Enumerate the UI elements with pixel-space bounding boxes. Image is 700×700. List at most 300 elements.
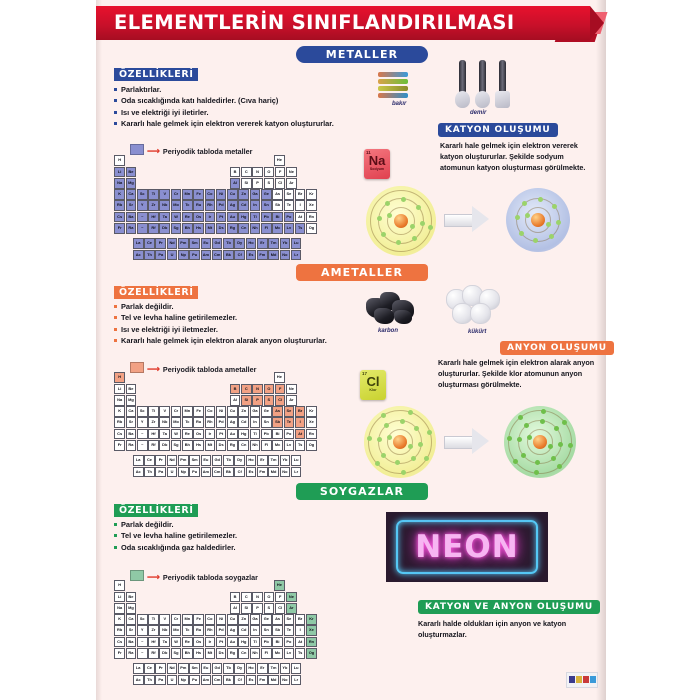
periodic-cell-Ir: Ir: [205, 429, 216, 440]
periodic-cell-Ni: Ni: [216, 614, 227, 625]
callout-title-katyon-anyon: KATYON VE ANYON OLUŞUMU: [418, 600, 600, 614]
periodic-cell-Pt: Pt: [216, 429, 227, 440]
legend-label: Periyodik tabloda soygazlar: [162, 573, 258, 582]
list-item: Parlak değildir.: [114, 519, 394, 530]
electron-icon: [562, 420, 567, 425]
periodic-cell-Fm: Fm: [257, 675, 268, 686]
table-row: [114, 155, 317, 166]
table-row: [114, 663, 317, 674]
periodic-cell-Ag: Ag: [227, 200, 238, 211]
section-pill-metaller: METALLER: [296, 46, 428, 63]
electron-icon: [424, 456, 429, 461]
periodic-cell-Md: Md: [268, 675, 279, 686]
periodic-cell-Sr: Sr: [126, 417, 137, 428]
periodic-cell-Mg: Mg: [126, 178, 137, 189]
periodic-cell-Cn: Cn: [238, 648, 249, 659]
periodic-cell-Re: Re: [182, 637, 193, 648]
periodic-cell-Se: Se: [284, 614, 295, 625]
periodic-cell-Cr: Cr: [171, 189, 182, 200]
periodic-cell-U: U: [167, 675, 178, 686]
periodic-cell-Pu: Pu: [189, 467, 200, 478]
periodic-cell-Fe: Fe: [193, 406, 204, 417]
periodic-cell-Ce: Ce: [144, 663, 155, 674]
periodic-cell-Ne: Ne: [286, 167, 297, 178]
periodic-cell-~: ~: [137, 637, 148, 648]
periodic-cell-Bk: Bk: [223, 675, 234, 686]
table-row: [114, 417, 317, 428]
periodic-cell-Fl: Fl: [261, 440, 272, 451]
periodic-cell-~: ~: [137, 223, 148, 234]
periodic-cell-No: No: [280, 250, 291, 261]
periodic-cell-Br: Br: [295, 614, 306, 625]
periodic-cell-Ba: Ba: [126, 637, 137, 648]
periodic-cell-Mn: Mn: [182, 189, 193, 200]
periodic-cell-Og: Og: [306, 648, 317, 659]
properties-list-soygazlar: [114, 519, 394, 553]
periodic-cell-He: He: [274, 372, 285, 383]
periodic-cell-Co: Co: [205, 189, 216, 200]
periodic-cell-Ba: Ba: [126, 212, 137, 223]
periodic-cell-Bh: Bh: [182, 648, 193, 659]
properties-heading-ametaller: ÖZELLİKLERİ: [114, 286, 198, 299]
periodic-cell-~: ~: [137, 440, 148, 451]
periodic-cell-Mo: Mo: [171, 417, 182, 428]
element-number: 11: [366, 150, 371, 155]
periodic-cell-Md: Md: [268, 250, 279, 261]
periodic-cell-Ne: Ne: [286, 592, 297, 603]
periodic-cell-Lv: Lv: [284, 223, 295, 234]
periodic-cell-Mt: Mt: [205, 440, 216, 451]
periodic-cell-Th: Th: [144, 250, 155, 261]
periodic-cell-Rb: Rb: [114, 200, 125, 211]
periodic-cell-Hf: Hf: [148, 429, 159, 440]
periodic-cell-Ce: Ce: [144, 455, 155, 466]
periodic-cell-Fr: Fr: [114, 440, 125, 451]
table-row: [114, 603, 317, 614]
periodic-cell-Hs: Hs: [193, 648, 204, 659]
periodic-cell-Rg: Rg: [227, 223, 238, 234]
periodic-cell-Ar: Ar: [286, 603, 297, 614]
periodic-cell-Co: Co: [205, 614, 216, 625]
periodic-cell-Sr: Sr: [126, 200, 137, 211]
table-row: [114, 674, 317, 685]
periodic-cell-Mt: Mt: [205, 648, 216, 659]
periodic-cell-Dy: Dy: [234, 238, 245, 249]
periodic-cell-Eu: Eu: [201, 455, 212, 466]
periodic-cell-Sc: Sc: [137, 406, 148, 417]
periodic-cell-F: F: [275, 592, 286, 603]
list-item: Kararlı hale gelmek için elektron vererek katyon oluştururlar.: [114, 118, 394, 129]
periodic-cell-Rh: Rh: [205, 417, 216, 428]
electron-icon: [527, 435, 532, 440]
periodic-cell-Ds: Ds: [216, 440, 227, 451]
periodic-cell-Al: Al: [230, 178, 241, 189]
periodic-cell-Lu: Lu: [291, 238, 302, 249]
periodic-cell-Nd: Nd: [167, 455, 178, 466]
periodic-cell-Gd: Gd: [212, 663, 223, 674]
periodic-cell-Tc: Tc: [182, 417, 193, 428]
periodic-cell-Xe: Xe: [306, 200, 317, 211]
periodic-cell-Be: Be: [126, 167, 137, 178]
periodic-cell-Tb: Tb: [223, 238, 234, 249]
photo-label-kukurt: kükürt: [468, 329, 487, 335]
periodic-cell-Al: Al: [230, 603, 241, 614]
periodic-cell-Ge: Ge: [261, 614, 272, 625]
periodic-cell-Bh: Bh: [182, 440, 193, 451]
callout-title-katyon: KATYON OLUŞUMU: [438, 123, 558, 137]
periodic-cell-K: K: [114, 614, 125, 625]
electron-icon: [519, 231, 524, 236]
periodic-cell-Ga: Ga: [250, 614, 261, 625]
periodic-cell-Ag: Ag: [227, 625, 238, 636]
periodic-cell-Cu: Cu: [227, 406, 238, 417]
periodic-cell-In: In: [250, 200, 261, 211]
periodic-cell-Rg: Rg: [227, 440, 238, 451]
periodic-cell-H: H: [114, 155, 125, 166]
periodic-cell-Ga: Ga: [250, 189, 261, 200]
periodic-cell-Db: Db: [159, 440, 170, 451]
element-box-sodium: [364, 149, 390, 179]
periodic-cell-Ce: Ce: [144, 238, 155, 249]
periodic-cell-Cs: Cs: [114, 637, 125, 648]
periodic-cell-Al: Al: [230, 395, 241, 406]
periodic-cell-Si: Si: [241, 178, 252, 189]
electron-icon: [533, 238, 538, 243]
publisher-logo: [566, 672, 598, 688]
callout-body-anyon: Kararlı hale gelmek için elektron alarak anyon oluştururlar. Şekilde klor atomunun anyon oluşturması görülmekte.: [438, 358, 595, 389]
periodic-cell-Bh: Bh: [182, 223, 193, 234]
periodic-cell-Db: Db: [159, 648, 170, 659]
electron-icon: [556, 220, 561, 225]
periodic-cell-N: N: [252, 167, 263, 178]
periodic-cell-Sn: Sn: [261, 417, 272, 428]
atom-diagram-chloride-anion: [504, 406, 576, 478]
periodic-cell-He: He: [274, 580, 285, 591]
periodic-cell-Gd: Gd: [212, 455, 223, 466]
table-row: [114, 189, 317, 200]
periodic-cell-Co: Co: [205, 406, 216, 417]
periodic-table-metaller: [114, 155, 317, 261]
periodic-cell-B: B: [230, 167, 241, 178]
periodic-cell-Y: Y: [137, 625, 148, 636]
properties-heading-soygazlar: ÖZELLİKLERİ: [114, 504, 198, 517]
periodic-cell-Mg: Mg: [126, 395, 137, 406]
periodic-cell-S: S: [264, 178, 275, 189]
periodic-cell-Cm: Cm: [212, 467, 223, 478]
list-item: Parlak değildir.: [114, 301, 394, 312]
periodic-cell-Nd: Nd: [167, 663, 178, 674]
table-row: [114, 648, 317, 659]
properties-list-ametaller: [114, 301, 394, 347]
table-row: [114, 428, 317, 439]
periodic-cell-I: I: [295, 200, 306, 211]
table-row: [114, 625, 317, 636]
periodic-cell-Np: Np: [178, 675, 189, 686]
periodic-cell-Ts: Ts: [295, 648, 306, 659]
periodic-cell-Hg: Hg: [238, 637, 249, 648]
periodic-cell-La: La: [133, 663, 144, 674]
periodic-cell-Mc: Mc: [272, 648, 283, 659]
periodic-cell-Lv: Lv: [284, 648, 295, 659]
periodic-cell-V: V: [159, 614, 170, 625]
periodic-cell-Tm: Tm: [268, 663, 279, 674]
periodic-cell-Ca: Ca: [126, 614, 137, 625]
list-item: Isı ve elektriği iyi iletmezler.: [114, 324, 394, 335]
table-row: [114, 249, 317, 260]
periodic-cell-Rg: Rg: [227, 648, 238, 659]
periodic-cell-Pr: Pr: [155, 663, 166, 674]
legend-label: Periyodik tabloda ametaller: [162, 365, 257, 374]
periodic-cell-Mg: Mg: [126, 603, 137, 614]
periodic-cell-Sc: Sc: [137, 614, 148, 625]
periodic-cell-Tm: Tm: [268, 455, 279, 466]
periodic-cell-S: S: [264, 395, 275, 406]
periodic-cell-Sg: Sg: [171, 440, 182, 451]
list-item: Oda sıcaklığında gaz haldedirler.: [114, 542, 394, 553]
callout-body-katyon-anyon: Kararlı halde oldukları için anyon ve katyon oluşturmazlar.: [418, 619, 567, 639]
periodic-cell-Sg: Sg: [171, 648, 182, 659]
nucleus-icon: [533, 435, 547, 449]
electron-icon: [507, 436, 512, 441]
transform-arrow-icon: [444, 206, 490, 232]
electron-icon: [557, 464, 562, 469]
electron-icon: [517, 437, 522, 442]
electron-icon: [427, 430, 432, 435]
periodic-cell-Og: Og: [306, 223, 317, 234]
table-row: [114, 166, 317, 177]
periodic-cell-Lr: Lr: [291, 250, 302, 261]
periodic-cell-Nb: Nb: [159, 200, 170, 211]
atom-diagram-sodium: [366, 186, 436, 256]
copper-cable-photo: [378, 72, 424, 98]
periodic-cell-Li: Li: [114, 592, 125, 603]
periodic-cell-Fl: Fl: [261, 648, 272, 659]
periodic-cell-Zr: Zr: [148, 200, 159, 211]
periodic-cell-Ru: Ru: [193, 625, 204, 636]
periodic-cell-Bk: Bk: [223, 250, 234, 261]
periodic-cell-Sg: Sg: [171, 223, 182, 234]
periodic-cell-B: B: [230, 384, 241, 395]
periodic-cell-Tb: Tb: [223, 455, 234, 466]
periodic-cell-Cs: Cs: [114, 212, 125, 223]
periodic-cell-Nb: Nb: [159, 625, 170, 636]
periodic-cell-Am: Am: [201, 675, 212, 686]
periodic-cell-Pa: Pa: [155, 675, 166, 686]
periodic-cell-Ar: Ar: [286, 178, 297, 189]
periodic-cell-In: In: [250, 625, 261, 636]
periodic-cell-At: At: [295, 429, 306, 440]
page-title: ELEMENTLERİN SINIFLANDIRILMASI: [114, 11, 515, 34]
list-item: Kararlı hale gelmek için elektron alarak anyon oluştururlar.: [114, 335, 394, 346]
electron-icon: [541, 409, 546, 414]
periodic-cell-Db: Db: [159, 223, 170, 234]
periodic-cell-Ho: Ho: [246, 238, 257, 249]
periodic-cell-B: B: [230, 592, 241, 603]
periodic-cell-Fe: Fe: [193, 614, 204, 625]
periodic-cell-N: N: [252, 384, 263, 395]
periodic-cell-Bk: Bk: [223, 467, 234, 478]
periodic-cell-Hf: Hf: [148, 212, 159, 223]
periodic-cell-Rh: Rh: [205, 625, 216, 636]
table-row: [114, 211, 317, 222]
periodic-cell-C: C: [241, 167, 252, 178]
periodic-cell-Ac: Ac: [133, 250, 144, 261]
periodic-cell-Os: Os: [193, 637, 204, 648]
periodic-cell-Bi: Bi: [272, 429, 283, 440]
periodic-cell-~: ~: [137, 212, 148, 223]
periodic-cell-W: W: [171, 212, 182, 223]
periodic-cell-Ne: Ne: [286, 384, 297, 395]
periodic-cell-Cl: Cl: [275, 603, 286, 614]
periodic-cell-Pm: Pm: [178, 238, 189, 249]
periodic-cell-Sm: Sm: [189, 663, 200, 674]
periodic-cell-H: H: [114, 372, 125, 383]
periodic-cell-Hs: Hs: [193, 440, 204, 451]
periodic-cell-Xe: Xe: [306, 625, 317, 636]
periodic-cell-Mo: Mo: [171, 625, 182, 636]
periodic-cell-S: S: [264, 603, 275, 614]
periodic-cell-Cd: Cd: [238, 200, 249, 211]
nucleus-icon: [394, 214, 408, 228]
periodic-cell-Y: Y: [137, 200, 148, 211]
periodic-cell-I: I: [295, 625, 306, 636]
periodic-cell-Pt: Pt: [216, 212, 227, 223]
atom-diagram-chlorine: [364, 406, 436, 478]
periodic-cell-Pm: Pm: [178, 663, 189, 674]
periodic-cell-Kr: Kr: [306, 189, 317, 200]
table-row: [114, 238, 317, 249]
periodic-cell-Sm: Sm: [189, 238, 200, 249]
periodic-cell-Ra: Ra: [126, 223, 137, 234]
periodic-cell-Ge: Ge: [261, 189, 272, 200]
periodic-cell-Ca: Ca: [126, 406, 137, 417]
periodic-cell-Pb: Pb: [261, 212, 272, 223]
electron-icon: [411, 456, 416, 461]
periodic-cell-Pr: Pr: [155, 455, 166, 466]
periodic-cell-O: O: [264, 592, 275, 603]
periodic-cell-V: V: [159, 189, 170, 200]
periodic-cell-K: K: [114, 406, 125, 417]
periodic-cell-Te: Te: [284, 200, 295, 211]
electron-icon: [538, 197, 543, 202]
element-box-chlorine: [360, 370, 386, 400]
periodic-cell-As: As: [272, 406, 283, 417]
periodic-cell-Mo: Mo: [171, 200, 182, 211]
periodic-cell-Br: Br: [295, 189, 306, 200]
section-pill-ametaller: AMETALLER: [296, 264, 428, 281]
periodic-cell-Pm: Pm: [178, 455, 189, 466]
periodic-cell-Xe: Xe: [306, 417, 317, 428]
periodic-cell-Cr: Cr: [171, 406, 182, 417]
periodic-cell-Na: Na: [114, 178, 125, 189]
periodic-cell-Tl: Tl: [250, 212, 261, 223]
electron-icon: [521, 453, 526, 458]
periodic-cell-Nb: Nb: [159, 417, 170, 428]
periodic-cell-Fm: Fm: [257, 250, 268, 261]
list-item: Oda sıcaklığında katı haldedirler. (Cıva hariç): [114, 95, 394, 106]
periodic-cell-Pd: Pd: [216, 625, 227, 636]
properties-list-metaller: [114, 84, 394, 130]
periodic-cell-Tl: Tl: [250, 637, 261, 648]
periodic-cell-C: C: [241, 592, 252, 603]
periodic-cell-Na: Na: [114, 395, 125, 406]
periodic-cell-Cu: Cu: [227, 189, 238, 200]
element-number: 17: [362, 371, 368, 376]
electron-icon: [400, 419, 405, 424]
periodic-cell-Sb: Sb: [272, 625, 283, 636]
periodic-cell-No: No: [280, 467, 291, 478]
periodic-cell-Kr: Kr: [306, 406, 317, 417]
periodic-cell-Rb: Rb: [114, 625, 125, 636]
nucleus-icon: [393, 435, 407, 449]
periodic-cell-P: P: [252, 178, 263, 189]
periodic-cell-Ba: Ba: [126, 429, 137, 440]
photo-label-demir: demir: [470, 110, 487, 116]
periodic-cell-P: P: [252, 395, 263, 406]
periodic-cell-He: He: [274, 155, 285, 166]
periodic-cell-Er: Er: [257, 663, 268, 674]
periodic-cell-Es: Es: [246, 467, 257, 478]
list-item: Parlaktırlar.: [114, 84, 394, 95]
periodic-cell-Fm: Fm: [257, 467, 268, 478]
periodic-cell-Tm: Tm: [268, 238, 279, 249]
periodic-cell-Lr: Lr: [291, 675, 302, 686]
periodic-cell-Ru: Ru: [193, 417, 204, 428]
periodic-cell-Ir: Ir: [205, 637, 216, 648]
table-row: [114, 383, 317, 394]
periodic-cell-At: At: [295, 637, 306, 648]
periodic-cell-Pr: Pr: [155, 238, 166, 249]
periodic-cell-Cf: Cf: [234, 467, 245, 478]
sheet-left-shadow: [96, 0, 102, 700]
periodic-cell-Rb: Rb: [114, 417, 125, 428]
periodic-cell-Cm: Cm: [212, 250, 223, 261]
electron-icon: [377, 437, 382, 442]
periodic-cell-Pt: Pt: [216, 637, 227, 648]
periodic-cell-Tc: Tc: [182, 625, 193, 636]
periodic-cell-Fe: Fe: [193, 189, 204, 200]
periodic-cell-Se: Se: [284, 406, 295, 417]
periodic-cell-Cl: Cl: [275, 395, 286, 406]
neon-sign: [386, 512, 548, 582]
periodic-cell-Th: Th: [144, 467, 155, 478]
periodic-cell-Zr: Zr: [148, 417, 159, 428]
electron-icon: [401, 470, 406, 475]
periodic-cell-In: In: [250, 417, 261, 428]
periodic-cell-~: ~: [137, 648, 148, 659]
periodic-cell-Gd: Gd: [212, 238, 223, 249]
periodic-cell-Am: Am: [201, 467, 212, 478]
periodic-cell-Ti: Ti: [148, 189, 159, 200]
periodic-cell-Br: Br: [295, 406, 306, 417]
periodic-cell-Ac: Ac: [133, 675, 144, 686]
electron-icon: [367, 436, 372, 441]
table-row: [114, 580, 317, 591]
periodic-cell-Yb: Yb: [280, 238, 291, 249]
periodic-cell-At: At: [295, 212, 306, 223]
periodic-cell-Og: Og: [306, 440, 317, 451]
periodic-cell-La: La: [133, 455, 144, 466]
periodic-cell-Sb: Sb: [272, 200, 283, 211]
carbon-coal-photo: [364, 290, 418, 326]
periodic-cell-Bi: Bi: [272, 212, 283, 223]
periodic-cell-Cn: Cn: [238, 440, 249, 451]
periodic-cell-W: W: [171, 637, 182, 648]
periodic-cell-Mn: Mn: [182, 614, 193, 625]
periodic-cell-As: As: [272, 189, 283, 200]
periodic-cell-Ti: Ti: [148, 406, 159, 417]
table-row: [114, 178, 317, 189]
